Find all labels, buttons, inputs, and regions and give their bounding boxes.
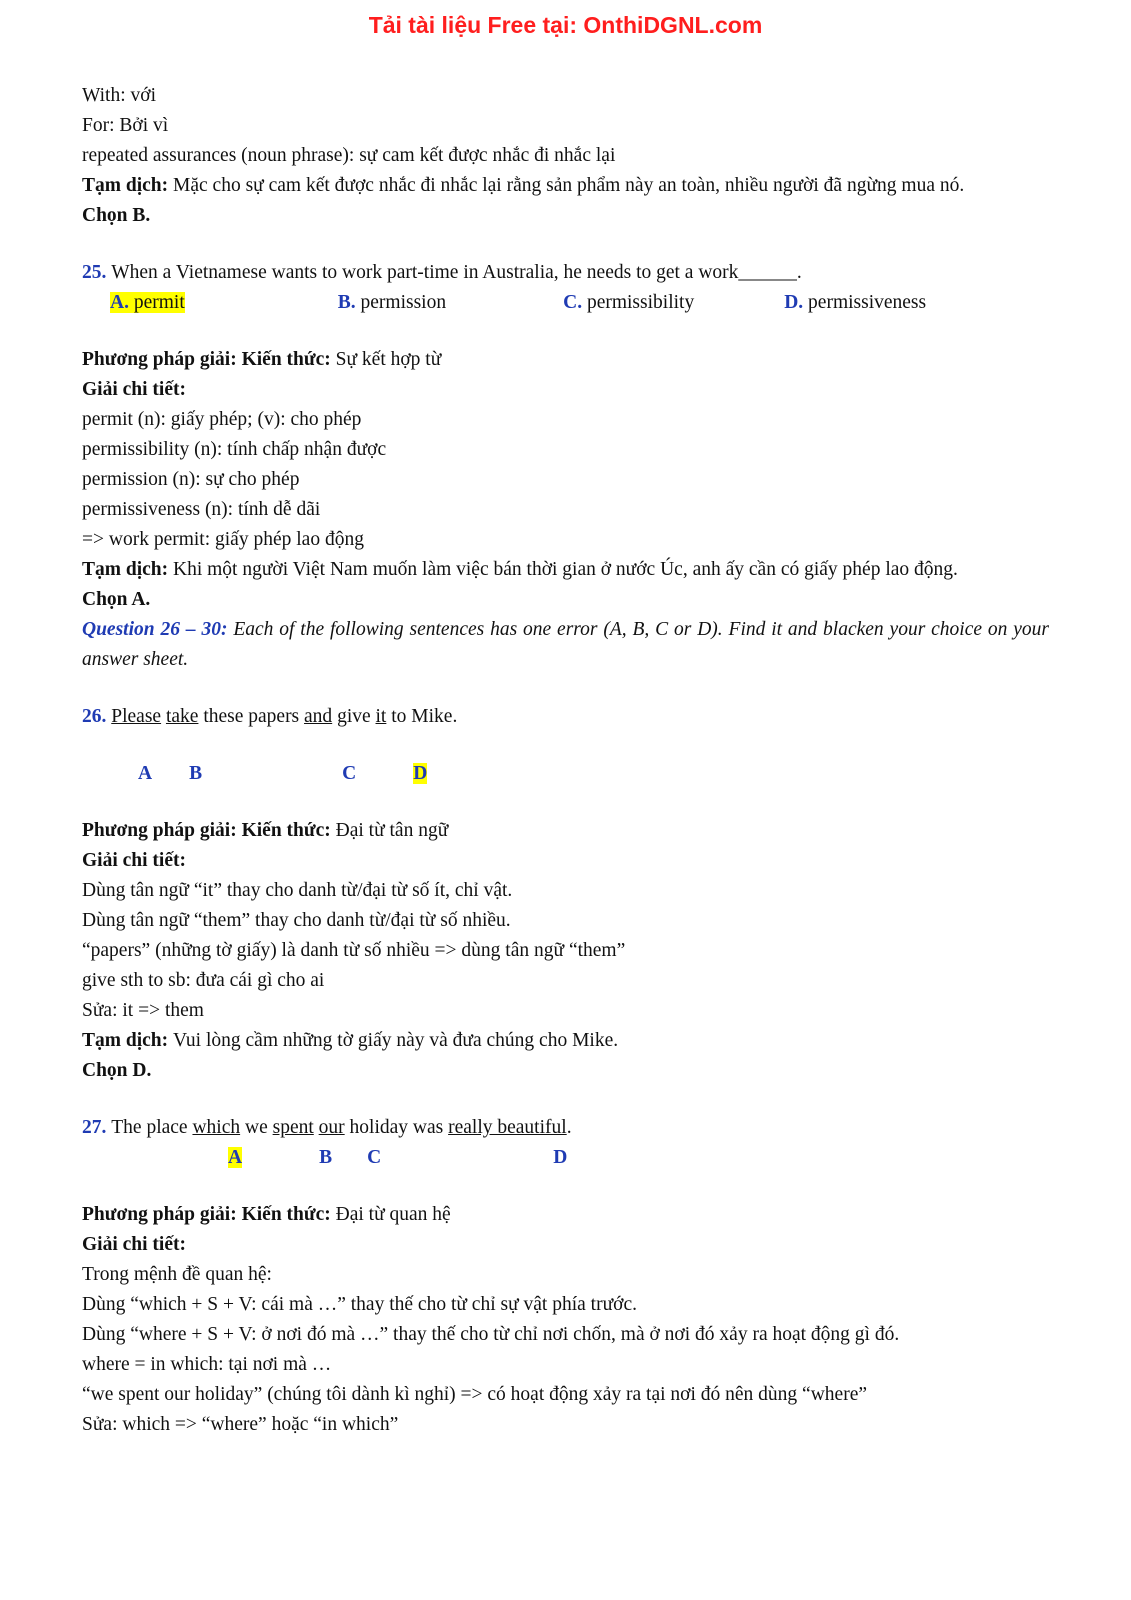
text-segment: Sửa: it => them xyxy=(82,1000,204,1021)
text-line xyxy=(82,702,1049,732)
spacer xyxy=(82,306,110,308)
blank-line xyxy=(82,231,1049,258)
spacer xyxy=(152,777,189,779)
text-segment: D xyxy=(553,1147,568,1168)
text-segment: The place xyxy=(111,1117,193,1138)
text-line xyxy=(82,585,1049,615)
text-segment: For: Bởi vì xyxy=(82,115,169,136)
text-line xyxy=(82,816,1049,846)
text-line xyxy=(82,615,1054,675)
blank-line xyxy=(82,675,1049,702)
text-segment: . xyxy=(566,1117,572,1138)
text-line xyxy=(82,876,1049,906)
text-segment: we xyxy=(240,1117,273,1138)
blank-line xyxy=(82,732,1049,759)
blank-line xyxy=(82,1086,1049,1113)
text-segment: Giải chi tiết: xyxy=(82,1234,186,1255)
text-line xyxy=(82,1056,1049,1086)
text-segment: B xyxy=(189,763,203,784)
highlighted-answer-segment: A xyxy=(228,1147,243,1168)
page-header-title: Tải tài liệu Free tại: OnthiDGNL.com xyxy=(368,12,763,38)
text-line xyxy=(82,1380,1049,1410)
text-line xyxy=(82,906,1049,936)
answer-row xyxy=(82,1143,1049,1173)
text-segment: 26. xyxy=(82,706,112,727)
text-segment: C xyxy=(342,763,357,784)
text-segment: permissiveness xyxy=(803,292,927,313)
highlighted-answer-segment: permit xyxy=(128,292,185,313)
text-segment: Tạm dịch: xyxy=(82,559,174,580)
text-segment: Please xyxy=(111,706,162,727)
text-segment: Tạm dịch: xyxy=(82,175,174,196)
text-segment: 25. xyxy=(82,262,112,283)
text-segment: Tạm dịch: xyxy=(82,1030,174,1051)
answer-row xyxy=(82,288,1049,318)
text-line xyxy=(82,141,1049,171)
text-line xyxy=(82,258,1049,288)
text-line xyxy=(82,1260,1049,1290)
text-segment: Question 26 – 30: xyxy=(82,619,234,640)
text-segment: permissiveness (n): tính dễ dãi xyxy=(82,499,321,520)
text-segment: repeated assurances (noun phrase): sự cam kết được nhắc đi nhắc lại xyxy=(82,145,616,166)
text-segment: holiday was xyxy=(344,1117,449,1138)
text-segment: Dùng tân ngữ “it” thay cho danh từ/đại từ số ít, chỉ vật. xyxy=(82,880,513,901)
text-line xyxy=(82,435,1049,465)
text-segment: Mặc cho sự cam kết được nhắc đi nhắc lại rằng sản phẩm này an toàn, nhiều người đã ngừng mua nó. xyxy=(173,175,965,196)
text-segment: Khi một người Việt Nam muốn làm việc bán thời gian ở nước Úc, anh ấy cần có giấy phép lao động. xyxy=(173,559,958,580)
text-segment: Dùng “which + S + V: cái mà …” thay thế cho từ chỉ sự vật phía trước. xyxy=(82,1294,637,1315)
text-segment: permissibility (n): tính chấp nhận được xyxy=(82,439,387,460)
text-segment: and xyxy=(304,706,333,727)
text-segment: Chọn D. xyxy=(82,1060,152,1081)
text-line xyxy=(82,996,1049,1026)
text-line xyxy=(82,1200,1049,1230)
text-line xyxy=(82,201,1049,231)
text-segment: Sự kết hợp từ xyxy=(335,349,442,370)
text-segment: Trong mệnh đề quan hệ: xyxy=(82,1264,272,1285)
text-line xyxy=(82,375,1049,405)
answer-row xyxy=(82,759,1049,789)
text-segment: it xyxy=(375,706,387,727)
highlighted-answer-segment: D xyxy=(413,763,428,784)
blank-line xyxy=(82,318,1049,345)
text-segment: to Mike. xyxy=(386,706,458,727)
text-line xyxy=(82,1026,1049,1056)
spacer xyxy=(242,1161,319,1163)
text-segment: Dùng tân ngữ “them” thay cho danh từ/đại từ số nhiều. xyxy=(82,910,511,931)
text-segment: which xyxy=(192,1117,241,1138)
text-line xyxy=(82,525,1049,555)
text-segment: => work permit: giấy phép lao động xyxy=(82,529,364,550)
text-segment: C. xyxy=(563,292,583,313)
text-segment: “papers” (những tờ giấy) là danh từ số nhiều => dùng tân ngữ “them” xyxy=(82,940,626,961)
text-segment: Vui lòng cầm những tờ giấy này và đưa chúng cho Mike. xyxy=(173,1030,619,1051)
spacer xyxy=(82,777,138,779)
text-segment: When a Vietnamese wants to work part-time in Australia, he needs to get a work______. xyxy=(111,262,802,283)
blank-line xyxy=(82,789,1049,816)
text-segment: these papers xyxy=(198,706,305,727)
text-segment: Giải chi tiết: xyxy=(82,850,186,871)
text-segment: With: với xyxy=(82,85,156,106)
text-line xyxy=(82,966,1049,996)
text-segment: B xyxy=(319,1147,333,1168)
spacer xyxy=(446,306,563,308)
spacer xyxy=(185,306,338,308)
text-segment: really beautiful xyxy=(448,1117,567,1138)
text-segment: permit (n): giấy phép; (v): cho phép xyxy=(82,409,362,430)
text-segment: permission (n): sự cho phép xyxy=(82,469,300,490)
text-line xyxy=(82,1410,1049,1440)
text-segment: Sửa: which => “where” hoặc “in which” xyxy=(82,1414,399,1435)
text-line xyxy=(82,555,1049,585)
text-segment: permissibility xyxy=(582,292,695,313)
text-line xyxy=(82,1350,1049,1380)
spacer xyxy=(202,777,342,779)
text-segment: B. xyxy=(337,292,356,313)
text-line xyxy=(82,405,1049,435)
text-segment: C xyxy=(367,1147,382,1168)
text-segment: Phương pháp giải: Kiến thức: xyxy=(82,820,336,841)
spacer xyxy=(82,1161,228,1163)
text-segment: Đại từ tân ngữ xyxy=(335,820,449,841)
text-line xyxy=(82,846,1049,876)
document-body xyxy=(82,81,1054,1440)
spacer xyxy=(694,306,784,308)
text-segment: spent xyxy=(272,1117,314,1138)
text-line xyxy=(82,81,1049,111)
text-segment: take xyxy=(165,706,199,727)
spacer xyxy=(381,1161,553,1163)
text-line xyxy=(82,345,1049,375)
text-segment: Chọn B. xyxy=(82,205,151,226)
text-segment: Each of the following sentences has one error (A, B, C or D). Find it and blacken your choice on your answer sheet. xyxy=(82,619,1054,670)
text-line xyxy=(82,111,1049,141)
text-segment: Đại từ quan hệ xyxy=(335,1204,451,1225)
text-line xyxy=(82,495,1049,525)
text-line xyxy=(82,1230,1049,1260)
text-line xyxy=(82,465,1049,495)
blank-line xyxy=(82,1173,1049,1200)
text-segment: 27. xyxy=(82,1117,112,1138)
text-line xyxy=(82,1320,1049,1350)
text-segment: Chọn A. xyxy=(82,589,151,610)
text-line xyxy=(82,1290,1049,1320)
text-line xyxy=(82,171,1049,201)
text-segment: give xyxy=(332,706,376,727)
text-segment: “we spent our holiday” (chúng tôi dành kì nghỉ) => có hoạt động xảy ra tại nơi đó nên dùng “where” xyxy=(82,1384,868,1405)
text-segment: Giải chi tiết: xyxy=(82,379,186,400)
text-segment: our xyxy=(318,1117,345,1138)
text-segment: A xyxy=(138,763,153,784)
text-segment: Dùng “where + S + V: ở nơi đó mà …” thay thế cho từ chỉ nơi chốn, mà ở nơi đó xảy ra hoạt động gì đó. xyxy=(82,1324,900,1345)
text-line xyxy=(82,936,1049,966)
text-segment: give sth to sb: đưa cái gì cho ai xyxy=(82,970,325,991)
text-segment: permission xyxy=(355,292,447,313)
text-line xyxy=(82,1113,1049,1143)
spacer xyxy=(332,1161,367,1163)
text-segment: where = in which: tại nơi mà … xyxy=(82,1354,332,1375)
text-segment: Phương pháp giải: Kiến thức: xyxy=(82,349,336,370)
text-segment: D. xyxy=(784,292,804,313)
spacer xyxy=(356,777,413,779)
text-segment: Phương pháp giải: Kiến thức: xyxy=(82,1204,336,1225)
highlighted-answer-segment: A. xyxy=(110,292,129,313)
